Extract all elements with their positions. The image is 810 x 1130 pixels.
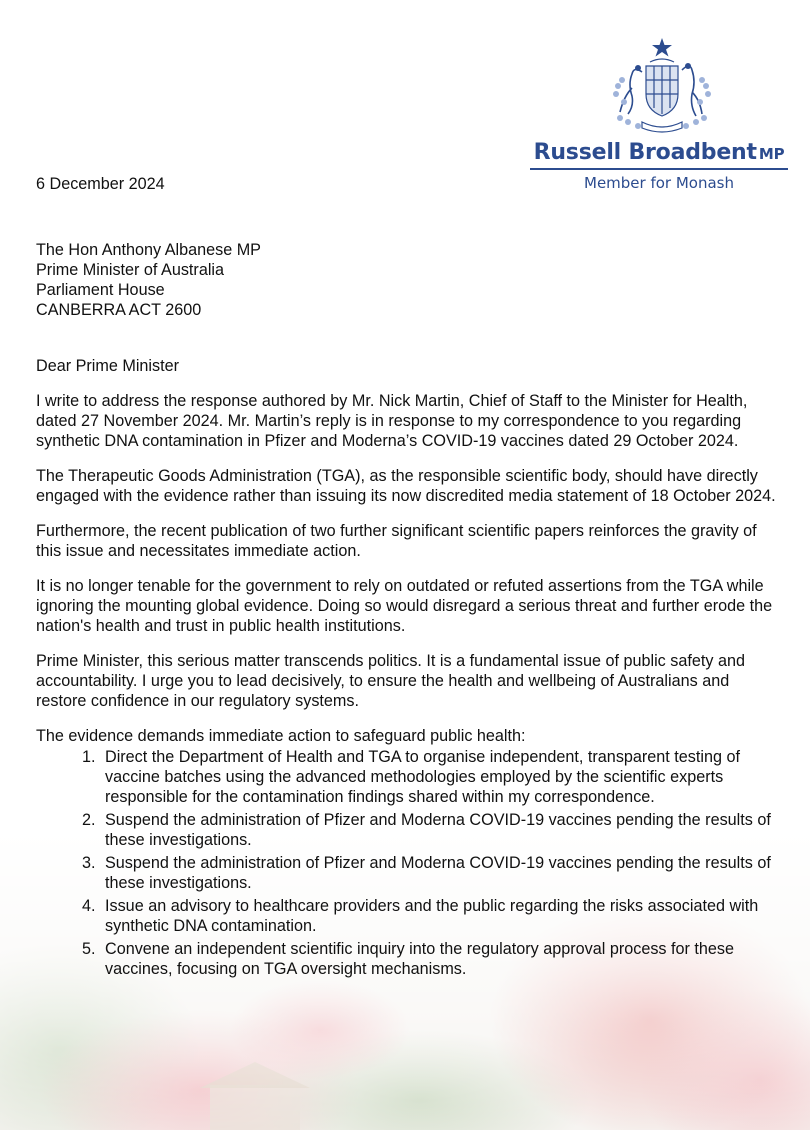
paragraph: Prime Minister, this serious matter transcends politics. It is a fundamental issue of public safety and accountability. I urge you to lead decisively, to ensure the health and wellbeing of Australians and restore confidence in our regulatory systems. — [36, 652, 745, 710]
member-suffix: MP — [758, 145, 785, 163]
letter-date: 6 December 2024 — [36, 175, 165, 193]
recipient-building: Parliament House — [36, 281, 165, 299]
action-item: 4. Issue an advisory to healthcare providers and the public regarding the risks associated with synthetic DNA contamination. — [100, 896, 776, 936]
paragraph: Furthermore, the recent publication of two further significant scientific papers reinforces the gravity of this issue and necessitates immediate action. — [36, 522, 757, 560]
actions-intro: The evidence demands immediate action to safeguard public health: — [36, 727, 526, 745]
action-item: 1. Direct the Department of Health and TGA to organise independent, transparent testing of vaccine batches using the advanced methodologies employed by the scientific experts responsible for the contamination findings shared within my correspondence. — [100, 747, 776, 807]
member-name: Russell Broadbent — [533, 140, 757, 165]
salutation: Dear Prime Minister — [36, 357, 180, 375]
action-item: 3. Suspend the administration of Pfizer and Moderna COVID-19 vaccines pending the results of these investigations. — [100, 853, 776, 893]
recipient-address — [36, 240, 776, 320]
actions-list — [36, 747, 776, 979]
member-name-line — [530, 140, 788, 165]
recipient-name: The Hon Anthony Albanese MP — [36, 241, 261, 259]
recipient-title: Prime Minister of Australia — [36, 261, 225, 279]
member-role: Member for Monash — [584, 173, 734, 192]
paragraph: It is no longer tenable for the government to rely on outdated or refuted assertions from the TGA while ignoring the mounting global evidence. Doing so would disregard a serious threat and further erode the nation's health and trust in public health institutions. — [36, 577, 773, 635]
paragraph: I write to address the response authored by Mr. Nick Martin, Chief of Staff to the Minister for Health, dated 27 November 2024. Mr. Martin’s reply is in response to my correspondence to you regarding synthetic DNA contamination in Pfizer and Moderna’s COVID-19 vaccines dated 29 October 2024. — [36, 392, 748, 450]
action-item: 5. Convene an independent scientific inquiry into the regulatory approval process for these vaccines, focusing on TGA oversight mechanisms. — [100, 939, 776, 979]
paragraph: The Therapeutic Goods Administration (TGA), as the responsible scientific body, should have directly engaged with the evidence rather than issuing its now discredited media statement of 18 October 2024. — [36, 467, 776, 505]
letter-body — [36, 174, 776, 982]
letterhead-divider — [530, 168, 788, 170]
recipient-city: CANBERRA ACT 2600 — [36, 301, 202, 319]
commonwealth-coat-of-arms-icon — [608, 36, 716, 136]
action-item: 2. Suspend the administration of Pfizer and Moderna COVID-19 vaccines pending the results of these investigations. — [100, 810, 776, 850]
